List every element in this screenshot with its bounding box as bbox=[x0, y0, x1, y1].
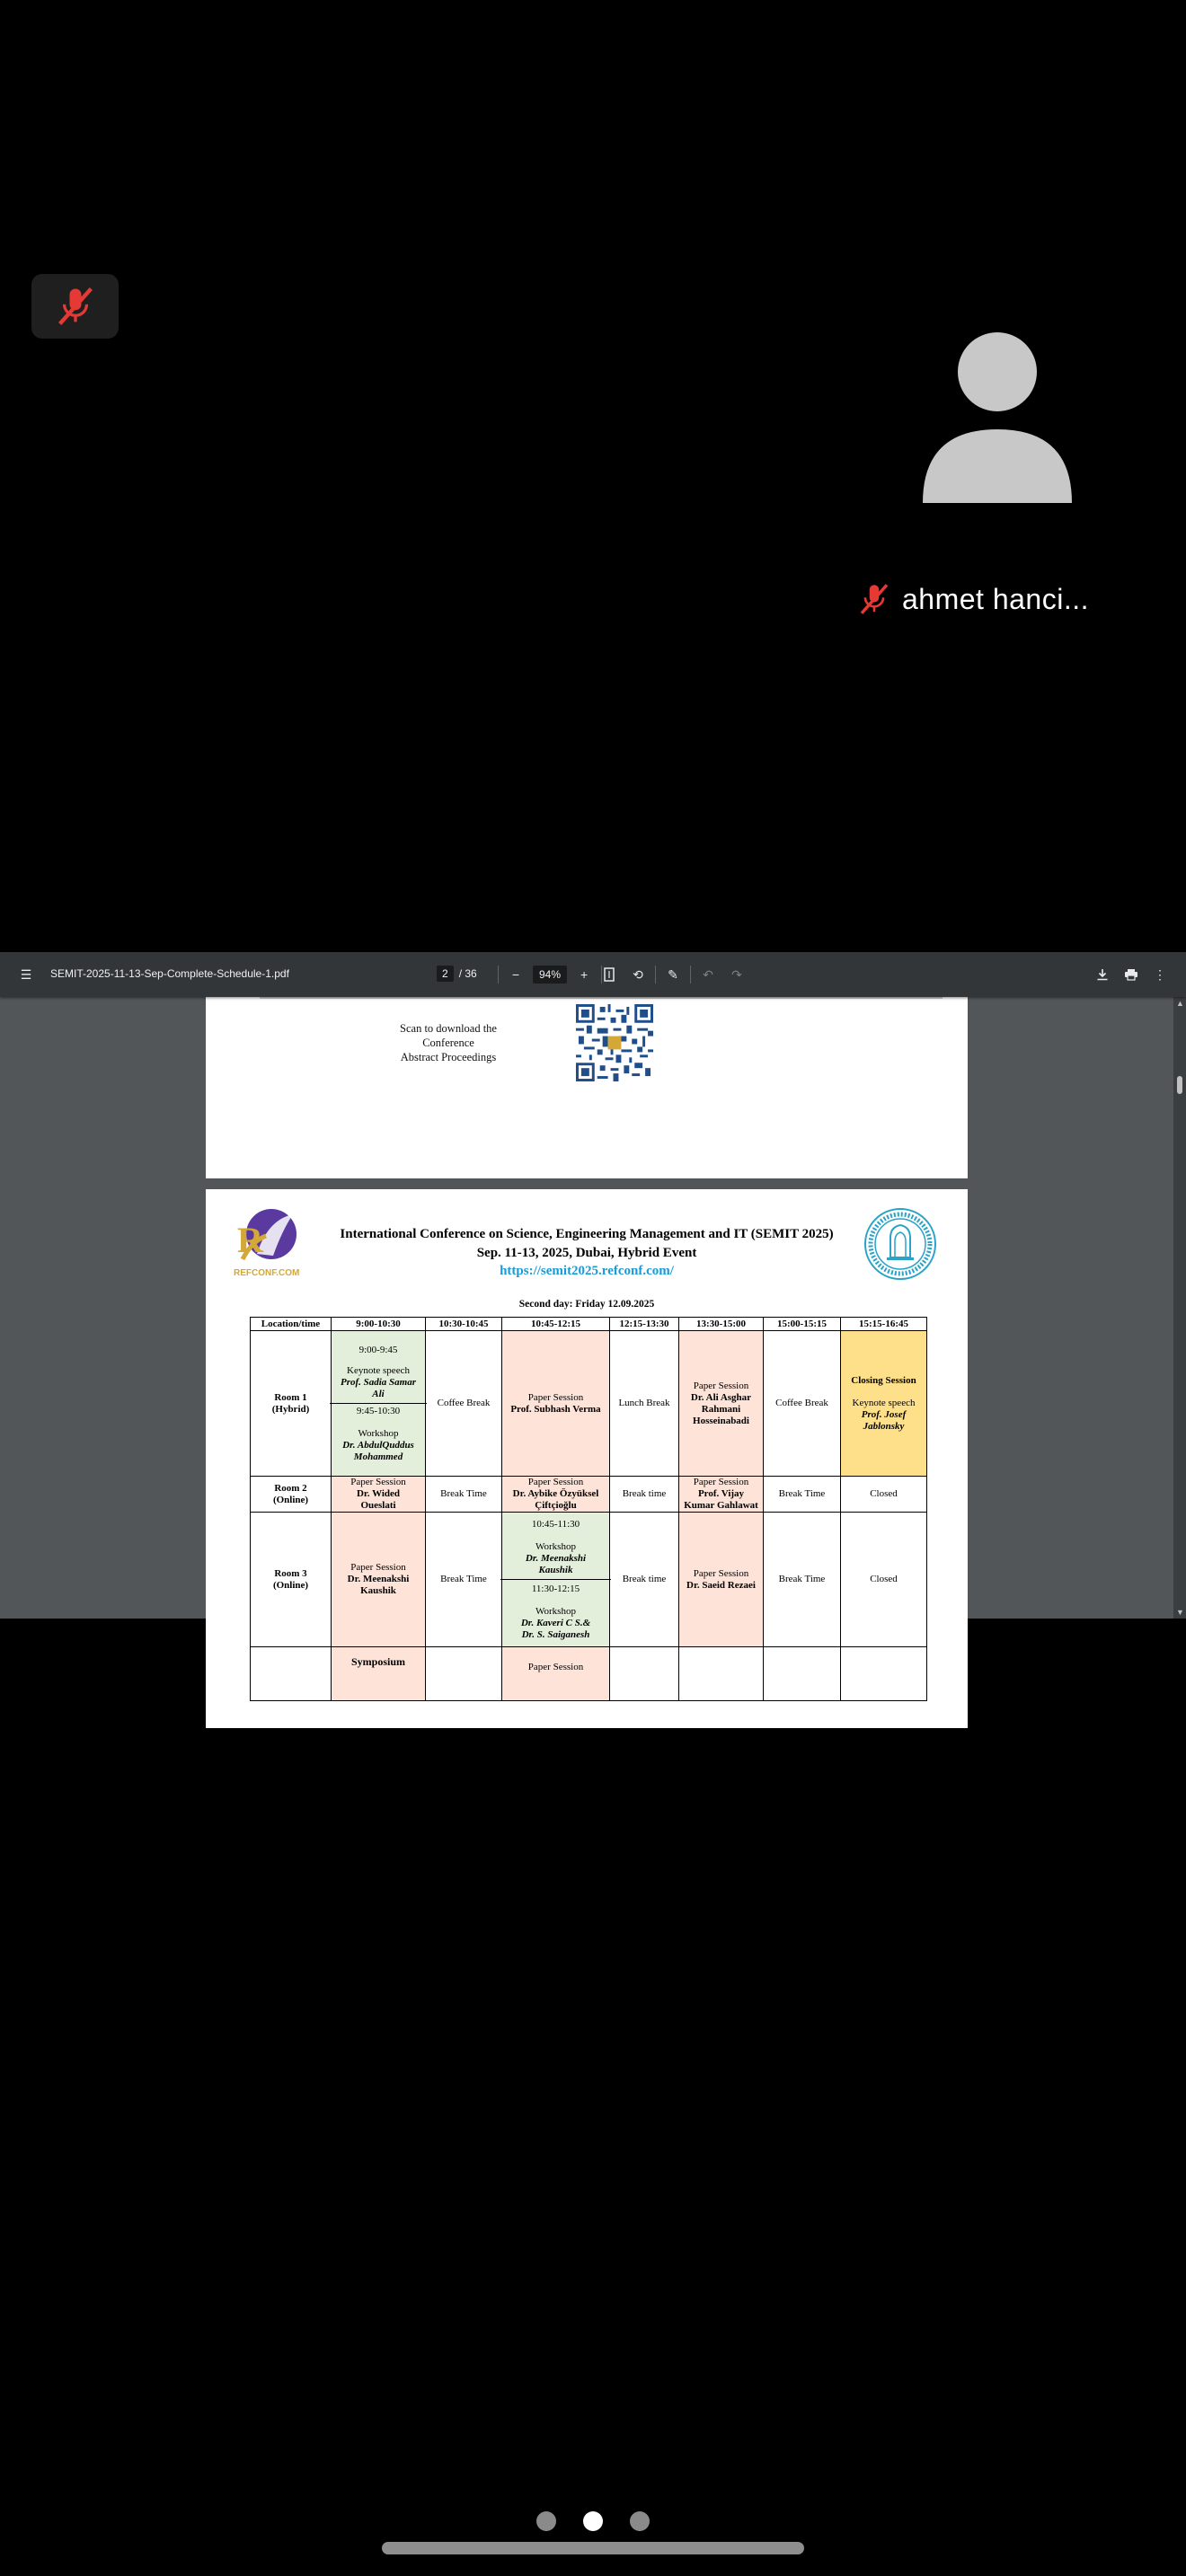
mic-off-icon bbox=[52, 283, 99, 330]
table-cell bbox=[764, 1647, 841, 1701]
speaker-name: Dr. Aybike Özyüksel bbox=[512, 1488, 599, 1499]
table-cell: Lunch Break bbox=[610, 1331, 679, 1477]
session-label: Paper Session bbox=[693, 1477, 749, 1487]
table-cell: Break Time bbox=[426, 1477, 502, 1513]
qr-code-icon bbox=[576, 1004, 653, 1081]
table-header: 10:45-12:15 bbox=[502, 1318, 610, 1331]
schedule-table bbox=[250, 1317, 927, 1701]
page-dot-active[interactable] bbox=[583, 2511, 603, 2531]
page-number-input[interactable]: 2 bbox=[437, 966, 454, 982]
session-label: Workshop bbox=[358, 1427, 399, 1439]
table-row bbox=[251, 1647, 927, 1701]
session-label: Paper Session bbox=[693, 1567, 749, 1579]
cell-divider bbox=[500, 1579, 611, 1580]
table-cell-session bbox=[332, 1331, 426, 1477]
table-cell: Break Time bbox=[764, 1477, 841, 1513]
speaker-name: Dr. Ali Asghar bbox=[690, 1391, 752, 1403]
session-time: 9:45-10:30 bbox=[356, 1405, 401, 1416]
participant-label bbox=[855, 579, 1089, 619]
table-cell-session bbox=[332, 1513, 426, 1647]
table-cell: Closed bbox=[841, 1513, 927, 1647]
session-label: Paper Session bbox=[527, 1391, 584, 1403]
speaker-name: Kumar Gahlawat bbox=[684, 1500, 758, 1511]
zoom-out-icon[interactable]: − bbox=[511, 967, 520, 982]
speaker-name: Dr. Wided bbox=[356, 1488, 401, 1499]
session-label: Workshop bbox=[535, 1605, 576, 1617]
session-time: 9:00-9:45 bbox=[358, 1344, 398, 1355]
table-header: 12:15-13:30 bbox=[610, 1318, 679, 1331]
table-cell-session bbox=[679, 1513, 764, 1647]
day-label: Second day: Friday 12.09.2025 bbox=[518, 1299, 655, 1310]
table-cell-location: Room 2 (Online) bbox=[251, 1477, 332, 1513]
table-cell-location: Room 1 (Hybrid) bbox=[251, 1331, 332, 1477]
download-icon[interactable] bbox=[1091, 963, 1114, 986]
table-cell-session bbox=[679, 1331, 764, 1477]
page-dot[interactable] bbox=[630, 2511, 650, 2531]
table-row bbox=[251, 1331, 927, 1477]
view-controls bbox=[597, 963, 748, 986]
speaker-name: Kaushik bbox=[538, 1564, 573, 1575]
toolbar-divider bbox=[655, 966, 656, 984]
table-cell-session bbox=[332, 1477, 426, 1513]
session-label: Closing Session bbox=[851, 1374, 916, 1386]
speaker-name: Dr. Meenakshi bbox=[525, 1552, 587, 1564]
page-indicator bbox=[437, 966, 477, 982]
table-cell-location bbox=[251, 1647, 332, 1701]
page-total: / 36 bbox=[458, 967, 477, 980]
page-dots bbox=[536, 2511, 650, 2531]
table-cell: Coffee Break bbox=[426, 1331, 502, 1477]
speaker-name: Mohammed bbox=[353, 1451, 403, 1462]
zoom-controls bbox=[498, 963, 602, 986]
speaker-name: Prof. Josef bbox=[861, 1408, 907, 1420]
speaker-name: Prof. Subhash Verma bbox=[510, 1403, 601, 1415]
mic-off-icon bbox=[855, 580, 893, 618]
table-cell bbox=[426, 1647, 502, 1701]
session-label: Symposium bbox=[350, 1655, 406, 1668]
table-header: 10:30-10:45 bbox=[426, 1318, 502, 1331]
session-time: 11:30-12:15 bbox=[531, 1583, 580, 1594]
fit-page-icon[interactable] bbox=[597, 963, 621, 986]
file-name: SEMIT-2025-11-13-Sep-Complete-Schedule-1.pdf bbox=[50, 967, 289, 980]
participant-name: ahmet hanci... bbox=[902, 582, 1089, 615]
page-dot[interactable] bbox=[536, 2511, 556, 2531]
scan-text-line-1: Scan to download the Conference bbox=[400, 1022, 497, 1049]
table-cell-session bbox=[502, 1331, 610, 1477]
speaker-name: Prof. Vijay bbox=[697, 1488, 745, 1499]
table-header: Location/time bbox=[251, 1318, 332, 1331]
pdf-viewer[interactable] bbox=[0, 952, 1186, 1672]
session-label: Paper Session bbox=[527, 1662, 584, 1672]
session-label: Paper Session bbox=[350, 1562, 406, 1573]
table-cell-session bbox=[332, 1647, 426, 1701]
table-header: 9:00-10:30 bbox=[332, 1318, 426, 1331]
cell-divider bbox=[330, 1403, 427, 1404]
pdf-page-previous bbox=[206, 997, 968, 1178]
speaker-name: Çiftçioğlu bbox=[535, 1500, 577, 1511]
table-cell bbox=[610, 1647, 679, 1701]
table-cell: Break Time bbox=[764, 1513, 841, 1647]
university-seal bbox=[863, 1207, 937, 1281]
session-label: Keynote speech bbox=[852, 1397, 916, 1408]
table-cell-session bbox=[502, 1647, 610, 1701]
table-header: 13:30-15:00 bbox=[679, 1318, 764, 1331]
speaker-name: Dr. Meenakshi bbox=[347, 1574, 410, 1584]
speaker-name: Oueslati bbox=[360, 1500, 396, 1511]
table-cell: Break Time bbox=[426, 1513, 502, 1647]
speaker-name: Dr. AbdulQuddus bbox=[342, 1439, 414, 1451]
more-options-icon[interactable]: ⋮ bbox=[1154, 966, 1166, 982]
scroll-down-icon[interactable]: ▼ bbox=[1176, 1608, 1184, 1617]
session-label: Paper Session bbox=[350, 1477, 406, 1487]
scroll-up-icon[interactable]: ▲ bbox=[1176, 999, 1184, 1008]
logo-text: REFCONF.COM bbox=[234, 1268, 300, 1278]
undo-icon[interactable]: ↶ bbox=[703, 966, 713, 982]
speaker-name: Rahmani bbox=[701, 1403, 741, 1415]
table-header-row bbox=[251, 1318, 927, 1331]
scan-text-line-2: Abstract Proceedings bbox=[400, 1051, 497, 1063]
scroll-thumb[interactable] bbox=[1177, 1076, 1182, 1094]
session-label: Paper Session bbox=[693, 1380, 749, 1391]
file-actions bbox=[1091, 963, 1172, 986]
speaker-name: Prof. Sadia Samar bbox=[340, 1376, 417, 1388]
rotate-icon[interactable]: ⟲ bbox=[633, 966, 643, 982]
pdf-toolbar bbox=[0, 952, 1186, 997]
speaker-name: Ali bbox=[372, 1388, 385, 1399]
speaker-name: Dr. Saeid Rezaei bbox=[686, 1579, 756, 1591]
refconf-logo bbox=[230, 1200, 307, 1279]
table-cell bbox=[841, 1647, 927, 1701]
speaker-name: Kaushik bbox=[360, 1585, 396, 1596]
speaker-name: Hosseinabadi bbox=[693, 1415, 749, 1426]
table-cell-location: Room 3 (Online) bbox=[251, 1513, 332, 1647]
toolbar-divider bbox=[498, 966, 499, 984]
table-row bbox=[251, 1477, 927, 1513]
speaker-name: Dr. Kaveri C S.& bbox=[520, 1617, 591, 1628]
table-cell: Break time bbox=[610, 1513, 679, 1647]
svg-text:R: R bbox=[237, 1220, 263, 1260]
table-cell: Break time bbox=[610, 1477, 679, 1513]
speaker-name: Jablonsky bbox=[863, 1420, 905, 1432]
session-time: 10:45-11:30 bbox=[531, 1518, 580, 1530]
home-indicator[interactable] bbox=[382, 2542, 804, 2554]
table-cell: Coffee Break bbox=[764, 1331, 841, 1477]
scan-instruction bbox=[385, 1021, 511, 1064]
table-row bbox=[251, 1513, 927, 1647]
annotate-icon[interactable]: ✎ bbox=[668, 966, 678, 982]
session-label: Keynote speech bbox=[347, 1364, 410, 1376]
participant-avatar-icon bbox=[921, 332, 1074, 503]
table-cell-session bbox=[679, 1477, 764, 1513]
print-icon[interactable] bbox=[1120, 963, 1143, 986]
zoom-in-icon[interactable]: + bbox=[580, 967, 589, 982]
previous-page-table-edge bbox=[260, 997, 943, 999]
pdf-page-current bbox=[206, 1189, 968, 1728]
menu-icon[interactable]: ☰ bbox=[20, 966, 32, 982]
table-cell-session bbox=[502, 1477, 610, 1513]
zoom-input[interactable]: 94% bbox=[533, 966, 567, 984]
redo-icon[interactable]: ↷ bbox=[731, 966, 742, 982]
conference-link[interactable]: https://semit2025.refconf.com/ bbox=[500, 1264, 674, 1278]
table-header: 15:15-16:45 bbox=[841, 1318, 927, 1331]
conference-subtitle: Sep. 11-13, 2025, Dubai, Hybrid Event bbox=[476, 1246, 697, 1260]
table-cell-session bbox=[841, 1331, 927, 1477]
speaker-name: Dr. S. Saiganesh bbox=[521, 1628, 590, 1640]
table-cell: Closed bbox=[841, 1477, 927, 1513]
session-label: Workshop bbox=[535, 1540, 576, 1552]
table-cell-session bbox=[502, 1513, 610, 1647]
table-header: 15:00-15:15 bbox=[764, 1318, 841, 1331]
conference-title: International Conference on Science, Engineering Management and IT (SEMIT 2025) bbox=[340, 1227, 834, 1241]
vertical-scrollbar[interactable] bbox=[1173, 997, 1186, 1619]
table-cell bbox=[679, 1647, 764, 1701]
session-label: Paper Session bbox=[527, 1477, 584, 1487]
toolbar-divider bbox=[690, 966, 691, 984]
self-mute-tile[interactable] bbox=[31, 274, 119, 339]
